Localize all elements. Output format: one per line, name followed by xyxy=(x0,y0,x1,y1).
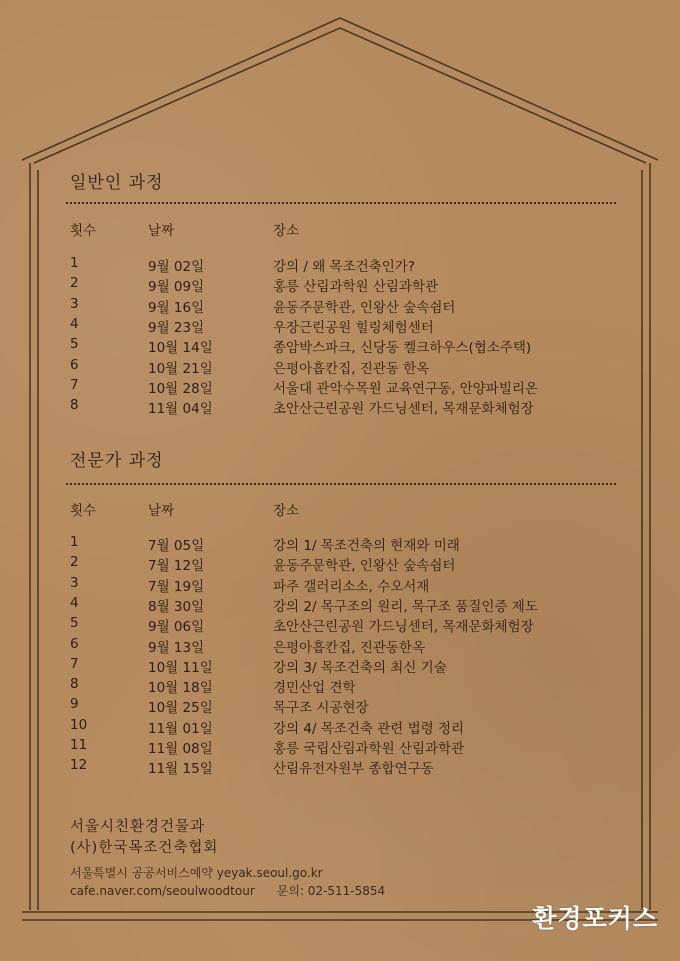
table-row xyxy=(70,656,630,676)
row-number: 8 xyxy=(70,397,79,414)
row-date: 9월 16일 xyxy=(148,299,205,316)
row-number: 6 xyxy=(70,356,79,373)
row-number: 7 xyxy=(70,376,79,393)
row-date: 7월 12일 xyxy=(148,558,205,575)
row-number: 7 xyxy=(70,655,79,672)
table-row xyxy=(70,615,630,635)
row-number: 8 xyxy=(70,676,79,693)
row-date: 10월 21일 xyxy=(148,360,213,377)
row-place: 윤동주문학관, 인왕산 숲속쉼터 xyxy=(273,558,456,575)
table-row xyxy=(70,336,630,356)
row-place: 종암박스파크, 신당동 켈크하우스(협소주택) xyxy=(273,340,532,357)
row-number: 3 xyxy=(70,295,79,312)
table-row xyxy=(70,534,630,554)
row-number: 1 xyxy=(70,534,79,550)
row-number: 2 xyxy=(70,554,79,571)
general-divider xyxy=(66,202,616,204)
row-number: 1 xyxy=(70,255,79,271)
row-date: 7월 19일 xyxy=(148,578,205,595)
table-row xyxy=(70,636,630,656)
row-place: 은평아흡칸집, 진관동한옥 xyxy=(273,639,426,656)
row-place: 강의 1/ 목조건축의 현재와 미래 xyxy=(273,538,460,554)
table-row xyxy=(70,316,630,336)
header-no: 횟수 xyxy=(70,503,97,519)
general-table-header xyxy=(70,219,630,239)
row-place: 파주 갤러리소소, 수오서재 xyxy=(273,578,430,595)
table-row xyxy=(70,357,630,377)
contact-info xyxy=(70,882,385,899)
row-place: 초안산근린공원 가드닝센터, 목재문화체험장 xyxy=(273,619,534,636)
row-place: 목구조 시공현장 xyxy=(273,700,369,717)
expert-course-title: 전문가 과정 xyxy=(70,451,164,471)
row-number: 11 xyxy=(70,737,88,753)
row-date: 7월 05일 xyxy=(148,538,205,554)
row-date: 11월 01일 xyxy=(148,720,213,737)
row-date: 9월 06일 xyxy=(148,619,205,636)
table-row xyxy=(70,737,630,757)
row-place: 강의 3/ 목조건축의 최신 기술 xyxy=(273,659,447,676)
table-row xyxy=(70,397,630,417)
row-place: 초안산근린공원 가드닝센터, 목재문화체험장 xyxy=(273,401,534,418)
organizer-seoul: 서울시친환경건물과 xyxy=(70,819,206,835)
row-number: 12 xyxy=(70,757,88,774)
table-row xyxy=(70,595,630,615)
row-date: 10월 28일 xyxy=(148,380,213,397)
row-place: 경민산업 견학 xyxy=(273,680,356,697)
phone-number: 문의: 02-511-5854 xyxy=(276,884,386,898)
brand-logo: 환경포커스 xyxy=(532,904,658,933)
row-number: 3 xyxy=(70,574,79,591)
row-date: 9월 23일 xyxy=(148,319,205,336)
row-date: 9월 02일 xyxy=(148,259,205,275)
row-place: 강의 2/ 목구조의 원리, 목구조 품질인증 제도 xyxy=(273,598,538,615)
row-number: 4 xyxy=(70,315,79,332)
general-course-title: 일반인 과정 xyxy=(70,173,164,193)
table-row xyxy=(70,676,630,696)
row-number: 10 xyxy=(70,716,88,733)
row-number: 9 xyxy=(70,696,79,713)
row-place: 홍릉 국립산림과학원 산림과학관 xyxy=(273,741,465,757)
table-row xyxy=(70,717,630,737)
header-place: 장소 xyxy=(273,503,300,519)
cafe-link[interactable]: cafe.naver.com/seoulwoodtour xyxy=(70,884,255,898)
row-place: 윤동주문학관, 인왕산 숲속쉼터 xyxy=(273,299,456,316)
row-place: 강의 / 왜 목조건축인가? xyxy=(273,259,415,275)
header-date: 날짜 xyxy=(148,223,175,239)
table-row xyxy=(70,575,630,595)
row-place: 서울대 관악수목원 교육연구동, 안양파빌리온 xyxy=(273,380,538,397)
reservation-info: 서울특별시 공공서비스예약 yeyak.seoul.go.kr xyxy=(70,866,323,880)
row-number: 4 xyxy=(70,594,79,611)
row-date: 10월 18일 xyxy=(148,680,213,697)
row-date: 11월 15일 xyxy=(148,761,213,778)
row-date: 11월 04일 xyxy=(148,401,213,418)
row-date: 9월 13일 xyxy=(148,639,205,656)
table-row xyxy=(70,377,630,397)
table-row xyxy=(70,255,630,275)
expert-divider xyxy=(66,483,616,485)
row-date: 10월 11일 xyxy=(148,659,213,676)
row-place: 우장근린공원 힐링체험센터 xyxy=(273,319,434,336)
row-date: 10월 14일 xyxy=(148,340,213,357)
expert-table-header xyxy=(70,499,630,519)
row-number: 2 xyxy=(70,275,79,292)
table-row xyxy=(70,696,630,716)
row-place: 홍릉 산림과학원 산림과학관 xyxy=(273,279,439,296)
row-place: 강의 4/ 목조건축 관련 법령 정리 xyxy=(273,720,465,737)
row-date: 10월 25일 xyxy=(148,700,213,717)
row-place: 은평아흡칸집, 진관동 한옥 xyxy=(273,360,430,377)
row-place: 산림유전자원부 종합연구동 xyxy=(273,761,434,778)
table-row xyxy=(70,554,630,574)
header-date: 날짜 xyxy=(148,503,175,519)
table-row xyxy=(70,296,630,316)
header-place: 장소 xyxy=(273,223,300,239)
row-number: 5 xyxy=(70,336,79,353)
table-row xyxy=(70,757,630,777)
organizer-association: (사)한국목조건축협회 xyxy=(70,840,219,856)
row-date: 9월 09일 xyxy=(148,279,205,296)
row-date: 11월 08일 xyxy=(148,741,213,757)
row-date: 8월 30일 xyxy=(148,598,205,615)
row-number: 5 xyxy=(70,615,79,632)
header-no: 횟수 xyxy=(70,223,97,239)
row-number: 6 xyxy=(70,635,79,652)
table-row xyxy=(70,275,630,295)
